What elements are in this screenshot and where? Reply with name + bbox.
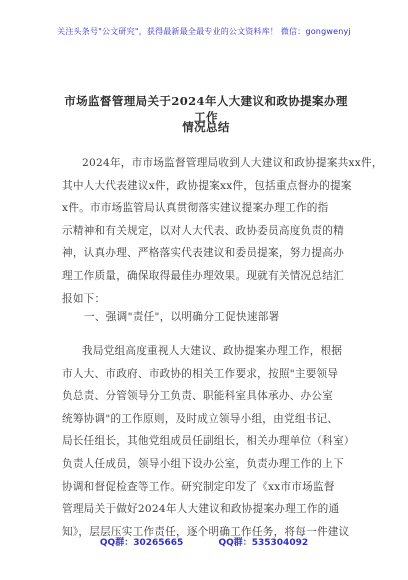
- footer-qq-group-left: QQ群：30265665: [99, 538, 184, 548]
- paragraph-section1: [62, 340, 355, 543]
- document-title-line1: 市场监督管理局关于2024年人大建议和政协提案办理工作: [64, 94, 348, 124]
- paragraph-line: 报如下：: [62, 292, 106, 305]
- paragraph-line: x件。市市场监管局认真贯彻落实建议提案办理工作的指: [62, 202, 329, 215]
- paragraph-intro: [62, 152, 383, 310]
- section-heading: 一、强调"责任"，以明确分工促快速部署: [84, 311, 280, 323]
- paragraph-line: 管理局关于做好2024年人大建议和政协提案办理工作的通: [62, 503, 340, 516]
- paragraph-line: 2024年，市市场监督管理局收到人大建议和政协提案共xx件，: [82, 157, 383, 169]
- document-title-line2: 情况总结: [182, 120, 230, 134]
- header-banner: 关注头条号"公文研究"，获得最新最全最专业的公文资料库！ 微信：gongwenyj: [57, 27, 351, 36]
- footer-qq-group-right: QQ群：535304092: [218, 538, 309, 548]
- paragraph-line: 示精神和有关规定，以对人大代表、政协委员高度负责的精: [62, 224, 344, 237]
- paragraph-line: 负责人任成员，领导小组下设办公室，负责办理工作的上下: [62, 457, 344, 470]
- paragraph-line: 统筹协调"的工作原则，及时成立领导小组，由党组书记、: [62, 412, 339, 425]
- paragraph-line: 我局党组高度重视人大建议、政协提案办理工作，根据: [82, 345, 343, 357]
- paragraph-line: 市人大、市政府、市政协的相关工作要求，按照"主要领导: [62, 367, 339, 380]
- paragraph-line: 其中人大代表建议x件，政协提案xx件，包括重点督办的提案: [62, 179, 352, 192]
- paragraph-line: 神，认真办理、严格落实代表建议和委员提案，努力提高办: [62, 247, 344, 260]
- paragraph-line: 知》，层层压实工作责任，逐个明确工作任务，将每一件建议: [62, 525, 350, 538]
- paragraph-line: 局长任组长，其他党组成员任副组长，相关办理单位（科室）: [62, 435, 355, 448]
- paragraph-line: 理工作质量，确保取得最佳办理效果。现就有关情况总结汇: [62, 269, 344, 282]
- paragraph-line: 负总责、分管领导分工负责、职能科室具体承办、办公室: [62, 390, 334, 403]
- footer: [0, 535, 408, 548]
- paragraph-line: 协调和督促检查等工作。研究制定印发了《xx市市场监督: [62, 480, 335, 493]
